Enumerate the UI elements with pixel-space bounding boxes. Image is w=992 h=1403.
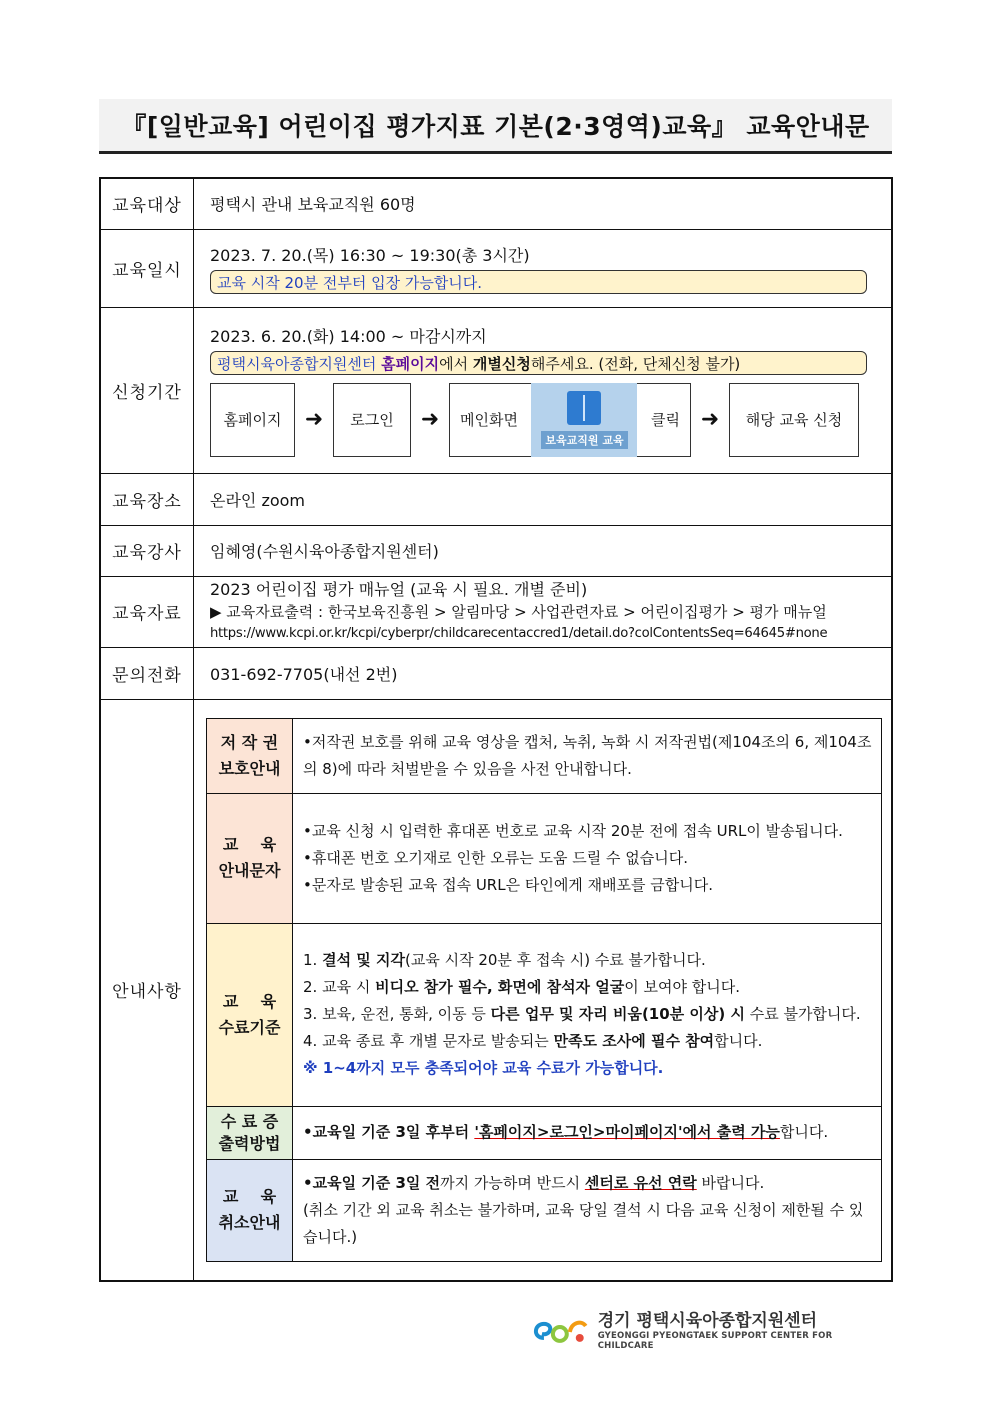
notice-label-sms: 교 육 안내문자 bbox=[207, 793, 293, 923]
label-target: 교육대상 bbox=[100, 178, 194, 229]
material-link[interactable]: https://www.kcpi.or.kr/kcpi/cyberpr/childcarecentaccred1/detail.do?colContentsSeq=64645#none bbox=[210, 625, 828, 641]
step-homepage: 홈페이지 bbox=[210, 383, 295, 457]
notice-text-cancel: •교육일 기준 3일 전까지 가능하며 반드시 센터로 유선 연락 바랍니다. (취소 기간 외 교육 취소는 불가하며, 교육 당일 결석 시 다음 교육 신청이 제한될 수 있습니다.) bbox=[293, 1159, 882, 1261]
label-contact: 문의전화 bbox=[100, 647, 194, 699]
row-target bbox=[100, 178, 892, 229]
notice-text-completion: 1. 결석 및 지각(교육 시작 20분 후 접속 시) 수료 불가합니다. 2. 교육 시 비디오 참가 필수, 화면에 참석자 얼굴이 보여야 합니다. 3. 보육, 운전, 통화, 이동 등 다른 업무 및 자리 비움(10분 이상) 시 수료 불가합니다. 4. 교육 종료 후 개별 문자로 발송되는 만족도 조사에 필수 참여합니다. ※ 1~4까지 모두 충족되어야 교육 수료가 가능합니다. bbox=[293, 923, 882, 1106]
book-icon bbox=[531, 383, 637, 457]
value-datetime: 2023. 7. 20.(목) 16:30 ~ 19:30(총 3시간) bbox=[210, 245, 530, 265]
row-datetime bbox=[100, 229, 892, 307]
label-datetime: 교육일시 bbox=[100, 229, 194, 307]
apply-note-individual: 개별신청 bbox=[472, 354, 531, 373]
datetime-note: 교육 시작 20분 전부터 입장 가능합니다. bbox=[210, 270, 867, 294]
notice-copyright bbox=[207, 718, 882, 793]
notice-completion bbox=[207, 923, 882, 1106]
apply-note bbox=[210, 351, 867, 375]
material-line1: 2023 어린이집 평가 매뉴얼 (교육 시 필요. 개별 준비) bbox=[210, 579, 588, 599]
footer-logo bbox=[530, 1306, 890, 1350]
footer-name-ko: 경기 평택시육아종합지원센터 bbox=[597, 1310, 818, 1331]
footer-name-en: GYEONGGI PYEONGTAEK SUPPORT CENTER FOR CHILDCARE bbox=[597, 1330, 833, 1351]
notice-certificate bbox=[207, 1106, 882, 1159]
book-caption: 보육교직원 교육 bbox=[541, 431, 627, 449]
row-contact bbox=[100, 647, 892, 699]
step-apply: 해당 교육 신청 bbox=[729, 383, 859, 457]
row-lecturer bbox=[100, 525, 892, 576]
apply-note-homepage: 홈페이지 bbox=[381, 354, 440, 373]
notice-label-completion: 교 육 수료기준 bbox=[207, 923, 293, 1106]
apply-note-e: 해주세요. (전화, 단체신청 불가) bbox=[530, 354, 741, 373]
step-main bbox=[449, 383, 691, 457]
row-apply bbox=[100, 307, 892, 473]
notice-table bbox=[206, 718, 882, 1262]
value-target: 평택시 관내 보육교직원 60명 bbox=[194, 178, 893, 229]
apply-steps bbox=[210, 383, 891, 457]
label-material: 교육자료 bbox=[100, 576, 194, 647]
value-place: 온라인 zoom bbox=[194, 473, 893, 525]
value-lecturer: 임혜영(수원시육아종합지원센터) bbox=[194, 525, 893, 576]
notice-text-sms: •교육 신청 시 입력한 휴대폰 번호로 교육 시작 20분 전에 접속 URL이 발송됩니다. •휴대폰 번호 오기재로 인한 오류는 도움 드릴 수 없습니다. •문자로 발송된 교육 접속 URL은 타인에게 재배포를 금합니다. bbox=[293, 793, 882, 923]
info-table bbox=[99, 177, 893, 1282]
page-title: 『[일반교육] 어린이집 평가지표 기본(2·3영역)교육』 교육안내문 bbox=[99, 99, 892, 154]
row-place bbox=[100, 473, 892, 525]
label-apply: 신청기간 bbox=[100, 307, 194, 473]
label-guide: 안내사항 bbox=[100, 699, 194, 1281]
apply-note-c: 에서 bbox=[439, 354, 473, 373]
notice-label-cancel: 교 육 취소안내 bbox=[207, 1159, 293, 1261]
notice-cancel bbox=[207, 1159, 882, 1261]
notice-sms bbox=[207, 793, 882, 923]
step-main-label: 메인화면 bbox=[460, 411, 518, 429]
step-login: 로그인 bbox=[333, 383, 411, 457]
label-lecturer: 교육강사 bbox=[100, 525, 194, 576]
notice-label-copyright: 저 작 권 보호안내 bbox=[207, 718, 293, 793]
row-guide bbox=[100, 699, 892, 1281]
value-apply: 2023. 6. 20.(화) 14:00 ~ 마감시까지 bbox=[210, 326, 487, 346]
label-place: 교육장소 bbox=[100, 473, 194, 525]
apply-note-center: 평택시육아종합지원센터 bbox=[217, 354, 382, 373]
notice-text-copyright: •저작권 보호를 위해 교육 영상을 캡처, 녹취, 녹화 시 저작권법(제104조의 6, 제104조의 8)에 따라 처벌받을 수 있음을 사전 안내합니다. bbox=[293, 718, 882, 793]
row-material bbox=[100, 576, 892, 647]
notice-label-certificate: 수 료 증 출력방법 bbox=[207, 1106, 293, 1159]
arrow-icon: ➜ bbox=[700, 407, 720, 432]
notice-text-certificate: •교육일 기준 3일 후부터 '홈페이지>로그인>마이페이지'에서 출력 가능합니다. bbox=[293, 1106, 882, 1159]
arrow-icon: ➜ bbox=[420, 407, 440, 432]
value-contact: 031-692-7705(내선 2번) bbox=[194, 647, 893, 699]
material-line2: ▶ 교육자료출력 : 한국보육진흥원 > 알림마당 > 사업관련자료 > 어린이집평가 > 평가 매뉴얼 bbox=[210, 602, 827, 621]
step-click-label: 클릭 bbox=[651, 411, 680, 429]
book-graphic bbox=[567, 391, 601, 425]
center-logo-icon bbox=[530, 1308, 592, 1348]
arrow-icon: ➜ bbox=[304, 407, 324, 432]
